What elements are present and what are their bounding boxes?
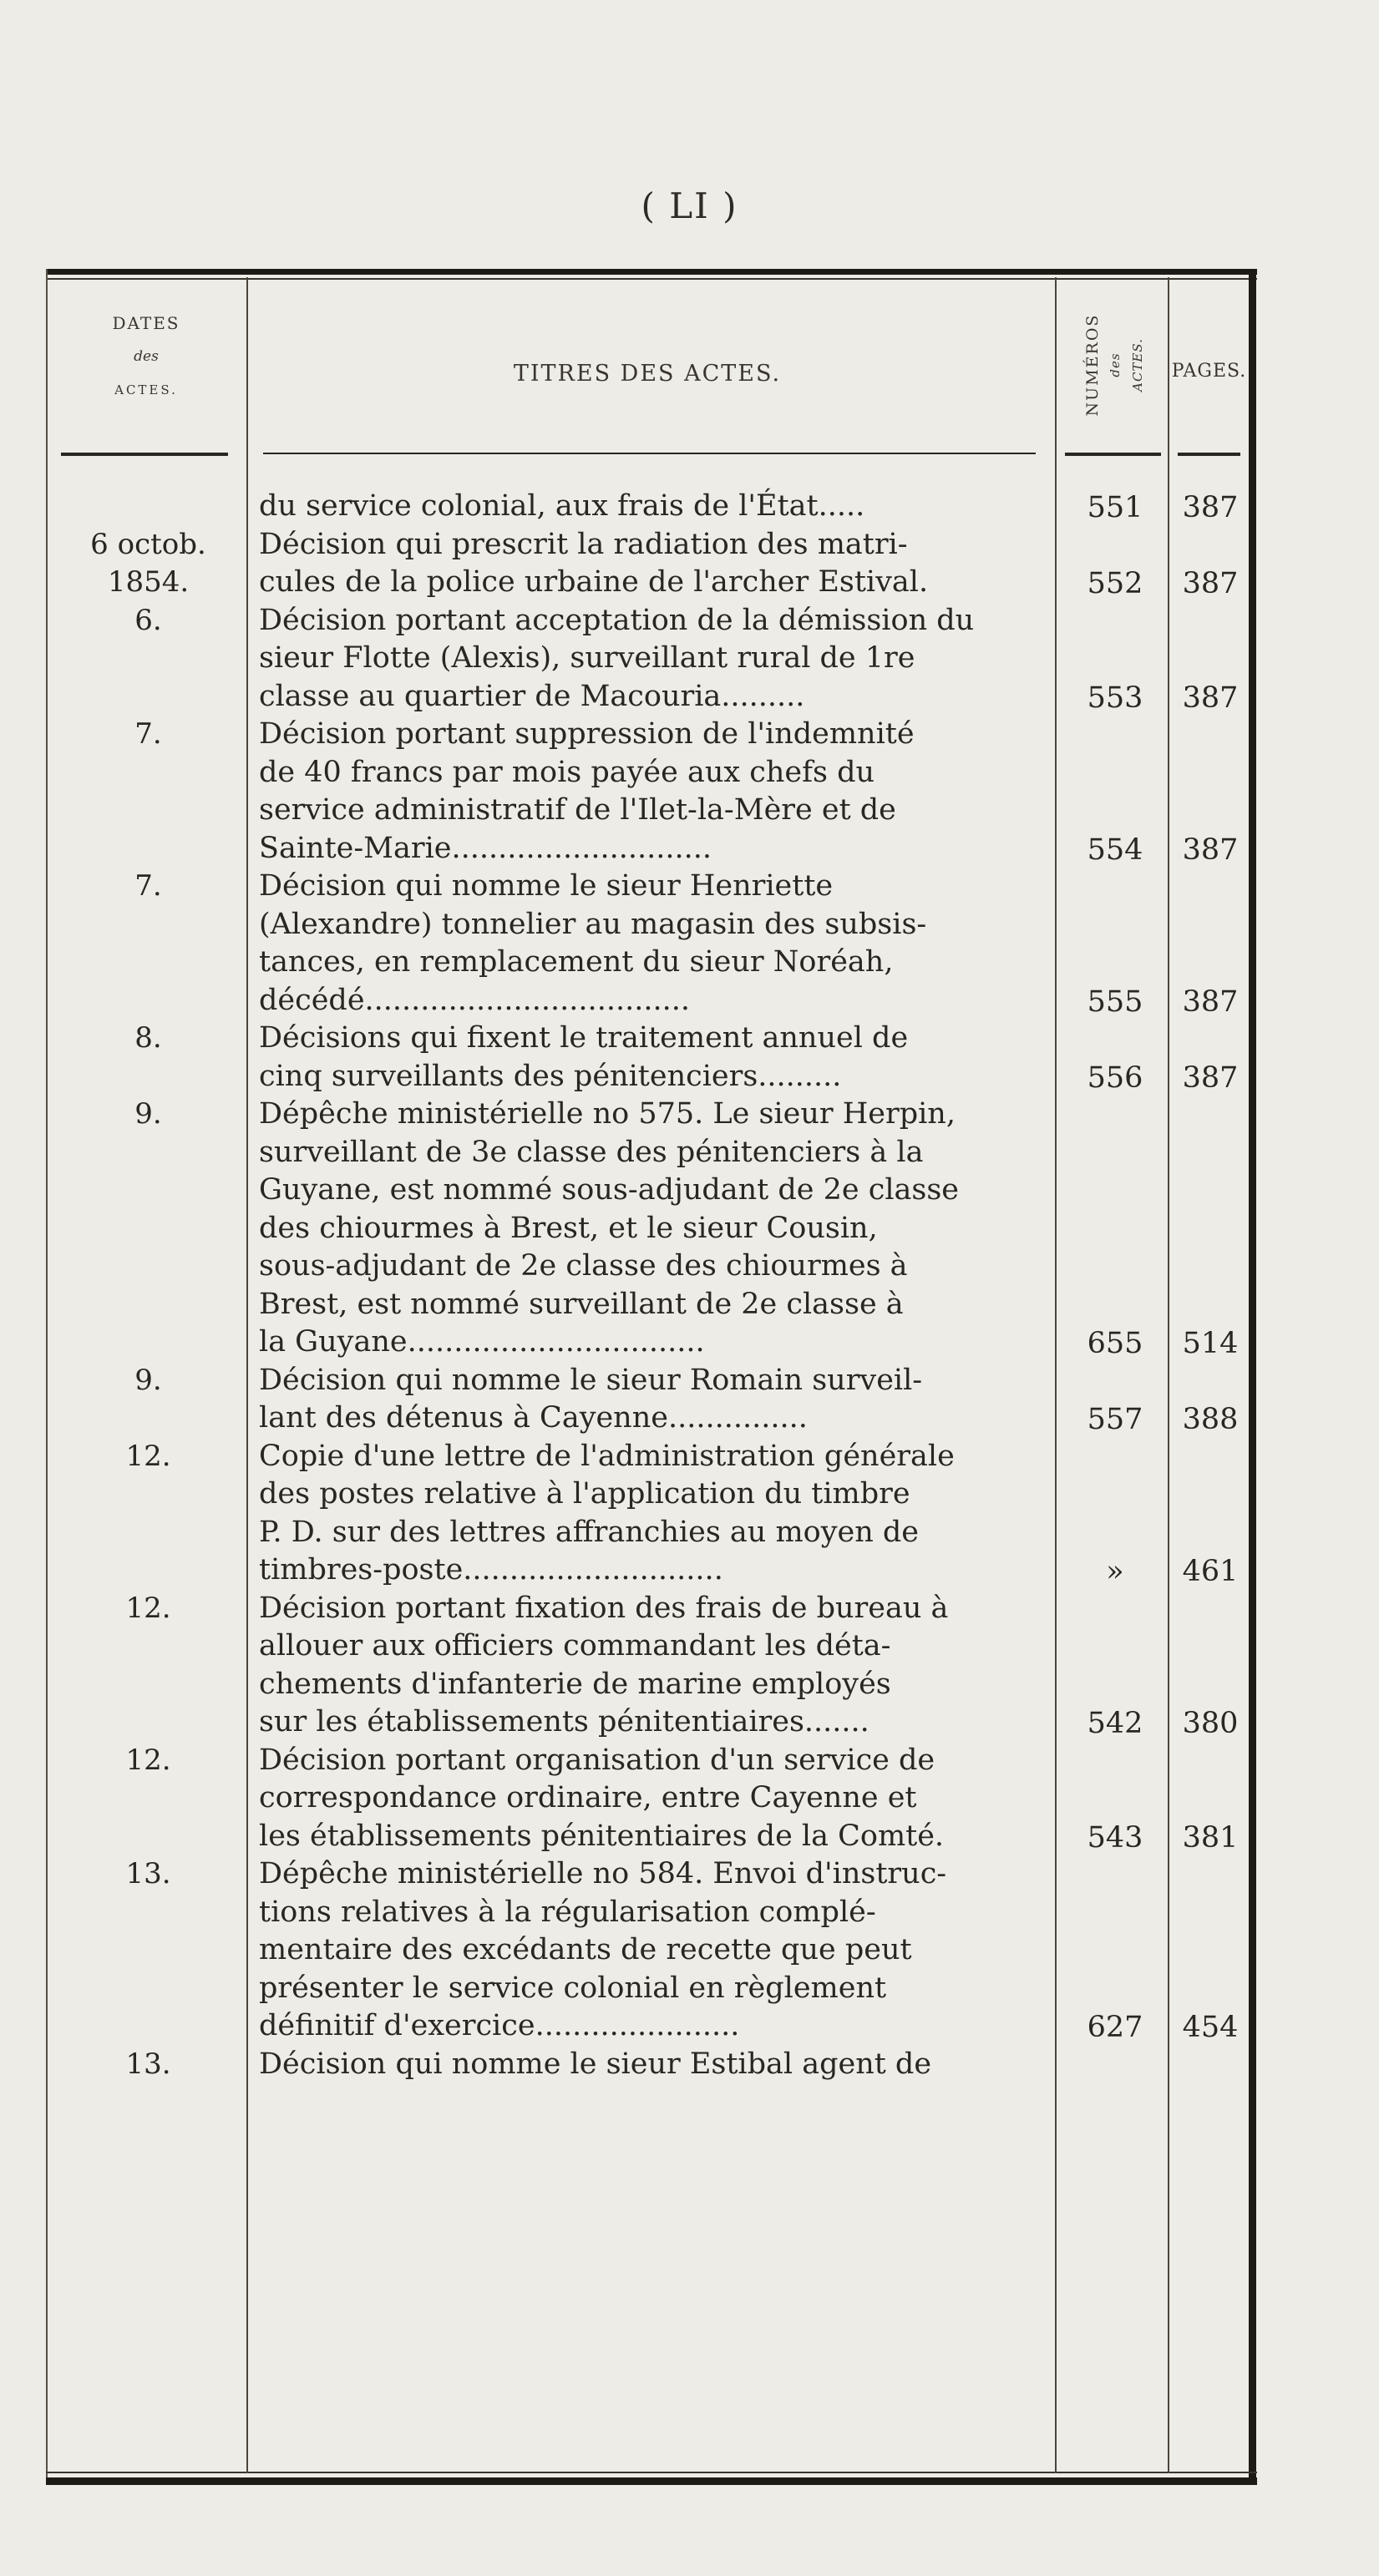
row-title-line: sous-adjudant de 2e classe des chiourmes à xyxy=(259,1249,908,1283)
page-number: ( LI ) xyxy=(641,185,738,226)
row-title-line: service administratif de l'Ilet-la-Mère et de xyxy=(259,793,896,827)
column-divider-dates xyxy=(246,277,248,2473)
row-date-year: 1854. xyxy=(107,565,190,599)
row-title-line: des chiourmes à Brest, et le sieur Cousin, xyxy=(259,1211,878,1245)
row-title xyxy=(259,2046,1040,2084)
header-numeros-line3: ACTES. xyxy=(1130,338,1145,392)
header-dates-line2: des xyxy=(134,348,159,365)
row-title-line: Décision portant organisation d'un service de xyxy=(259,1743,935,1777)
row-title-line: Décisions qui fixent le traitement annuel de xyxy=(259,1021,909,1055)
header-dates-line3: ACTES. xyxy=(114,382,178,397)
row-title-line: mentaire des excédants de recette que peut xyxy=(259,1933,912,1966)
row-page: 387 xyxy=(1182,491,1239,524)
row-title xyxy=(259,1362,1040,1438)
row-title-line: Décision portant fixation des frais de bureau à xyxy=(259,1591,949,1625)
table-bottom-rule-thin xyxy=(46,2472,1257,2473)
row-date: 9. xyxy=(134,1097,162,1131)
row-title-line: Brest, est nommé surveillant de 2e classe à xyxy=(259,1287,904,1321)
row-title-line: Copie d'une lettre de l'administration générale xyxy=(259,1439,955,1473)
row-title xyxy=(259,1742,1040,1856)
column-divider-titles xyxy=(1055,277,1057,2473)
row-title-line: allouer aux officiers commandant les déta- xyxy=(259,1629,891,1663)
table-top-rule xyxy=(46,269,1257,275)
row-act-number: 554 xyxy=(1087,833,1143,867)
row-page: 461 xyxy=(1182,1555,1239,1588)
header-rule-pages xyxy=(1178,453,1240,456)
row-date: 6 octob. xyxy=(90,527,206,561)
row-title-line: tions relatives à la régularisation complé- xyxy=(259,1895,876,1929)
row-title-line: tances, en remplacement du sieur Noréah, xyxy=(259,945,894,979)
row-title xyxy=(259,602,1040,716)
row-date: 7. xyxy=(134,869,162,903)
row-date: 12. xyxy=(125,1591,171,1625)
header-dates xyxy=(50,306,242,407)
row-title-line: la Guyane................................ xyxy=(259,1325,705,1359)
row-act-number: » xyxy=(1106,1555,1124,1588)
row-act-number: 553 xyxy=(1087,681,1143,715)
row-title-line: définitif d'exercice...................... xyxy=(259,2009,740,2042)
row-title-line: présenter le service colonial en règlement xyxy=(259,1971,887,2005)
row-title-line: cinq surveillants des pénitenciers......... xyxy=(259,1059,842,1093)
row-title-line: décédé................................... xyxy=(259,983,690,1017)
row-title-line: cules de la police urbaine de l'archer Estival. xyxy=(259,565,929,599)
row-title-line: Guyane, est nommé sous-adjudant de 2e classe xyxy=(259,1173,960,1207)
row-date: 7. xyxy=(134,717,162,751)
row-title-line: Décision portant suppression de l'indemnité xyxy=(259,717,915,751)
table-left-rule xyxy=(46,269,48,2485)
row-act-number: 655 xyxy=(1087,1327,1143,1360)
row-act-number: 552 xyxy=(1087,567,1143,600)
row-page: 387 xyxy=(1182,833,1239,867)
row-title-line: Décision qui nomme le sieur Estibal agent de xyxy=(259,2047,932,2081)
row-title xyxy=(259,488,1040,526)
row-date: 13. xyxy=(125,1857,171,1890)
row-act-number: 555 xyxy=(1087,984,1143,1019)
row-title-line: les établissements pénitentiaires de la Comté. xyxy=(259,1819,945,1853)
row-title-line: (Alexandre) tonnelier au magasin des subsis- xyxy=(259,907,927,941)
row-page: 387 xyxy=(1182,984,1239,1019)
row-date: 8. xyxy=(134,1021,162,1055)
row-title-line: Décision portant acceptation de la démission du xyxy=(259,603,975,637)
row-title xyxy=(259,526,1040,602)
row-title-line: de 40 francs par mois payée aux chefs du xyxy=(259,755,875,789)
row-title-line: correspondance ordinaire, entre Cayenne et xyxy=(259,1781,917,1814)
row-title-line: Dépêche ministérielle no 584. Envoi d'instruc- xyxy=(259,1857,947,1890)
row-page: 387 xyxy=(1182,681,1239,715)
row-act-number: 556 xyxy=(1087,1060,1143,1095)
header-pages: PAGES. xyxy=(1171,361,1247,382)
row-title-line: chements d'infanterie de marine employés xyxy=(259,1667,891,1701)
row-page: 381 xyxy=(1182,1820,1239,1855)
row-title-line: sur les établissements pénitentiaires....... xyxy=(259,1705,869,1738)
row-page: 380 xyxy=(1182,1707,1239,1740)
row-act-number: 627 xyxy=(1087,2011,1143,2044)
row-title-line: Décision qui prescrit la radiation des matri- xyxy=(259,527,908,561)
row-title xyxy=(259,1096,1040,1362)
row-title xyxy=(259,1590,1040,1742)
table-right-rule xyxy=(1249,269,1256,2485)
row-title-line: sieur Flotte (Alexis), surveillant rural de 1re xyxy=(259,641,915,675)
acts-table xyxy=(46,269,1257,2486)
header-rule-titles xyxy=(263,453,1036,454)
header-numeros-line1: NUMÉROS xyxy=(1083,313,1102,417)
row-title-line: classe au quartier de Macouria......... xyxy=(259,679,805,713)
row-title-line: Dépêche ministérielle no 575. Le sieur Herpin, xyxy=(259,1097,956,1131)
row-title xyxy=(259,868,1040,1020)
row-page: 514 xyxy=(1182,1327,1239,1360)
row-act-number: 551 xyxy=(1087,491,1143,524)
row-date: 9. xyxy=(134,1363,162,1397)
row-title xyxy=(259,1855,1040,2046)
row-act-number: 557 xyxy=(1087,1403,1143,1436)
table-top-rule-thin xyxy=(46,278,1257,280)
header-numeros-line2: des xyxy=(1108,352,1123,377)
row-title-line: lant des détenus à Cayenne............... xyxy=(259,1401,808,1435)
row-date: 6. xyxy=(134,603,162,637)
header-titles: TITRES DES ACTES. xyxy=(513,361,782,387)
row-page: 388 xyxy=(1182,1403,1239,1436)
row-page: 454 xyxy=(1182,2011,1239,2044)
row-title xyxy=(259,716,1040,868)
row-act-number: 543 xyxy=(1087,1820,1143,1855)
row-title-line: timbres-poste............................ xyxy=(259,1553,723,1587)
row-title-line: des postes relative à l'application du timbre xyxy=(259,1477,910,1511)
row-date: 12. xyxy=(125,1743,171,1777)
row-title-line: P. D. sur des lettres affranchies au moyen de xyxy=(259,1515,919,1549)
header-rule-dates xyxy=(61,453,228,456)
header-numeros xyxy=(1061,281,1169,448)
row-act-number: 542 xyxy=(1087,1707,1143,1740)
header-dates-line1: DATES xyxy=(112,313,180,333)
row-title-line: Décision qui nomme le sieur Romain surveil- xyxy=(259,1363,923,1397)
table-bottom-rule xyxy=(46,2477,1257,2485)
row-title xyxy=(259,1020,1040,1096)
row-title-line: Sainte-Marie............................ xyxy=(259,831,712,865)
row-page: 387 xyxy=(1182,1060,1239,1095)
row-title-line: surveillant de 3e classe des pénitenciers à la xyxy=(259,1135,924,1169)
row-title xyxy=(259,1438,1040,1590)
header-rule-numeros xyxy=(1065,453,1161,456)
row-title-line: du service colonial, aux frais de l'État..... xyxy=(259,489,865,523)
row-title-line: Décision qui nomme le sieur Henriette xyxy=(259,869,834,903)
column-divider-numeros xyxy=(1168,277,1169,2473)
row-date: 13. xyxy=(125,2047,171,2081)
row-page: 387 xyxy=(1182,567,1239,600)
row-date: 12. xyxy=(125,1439,171,1473)
